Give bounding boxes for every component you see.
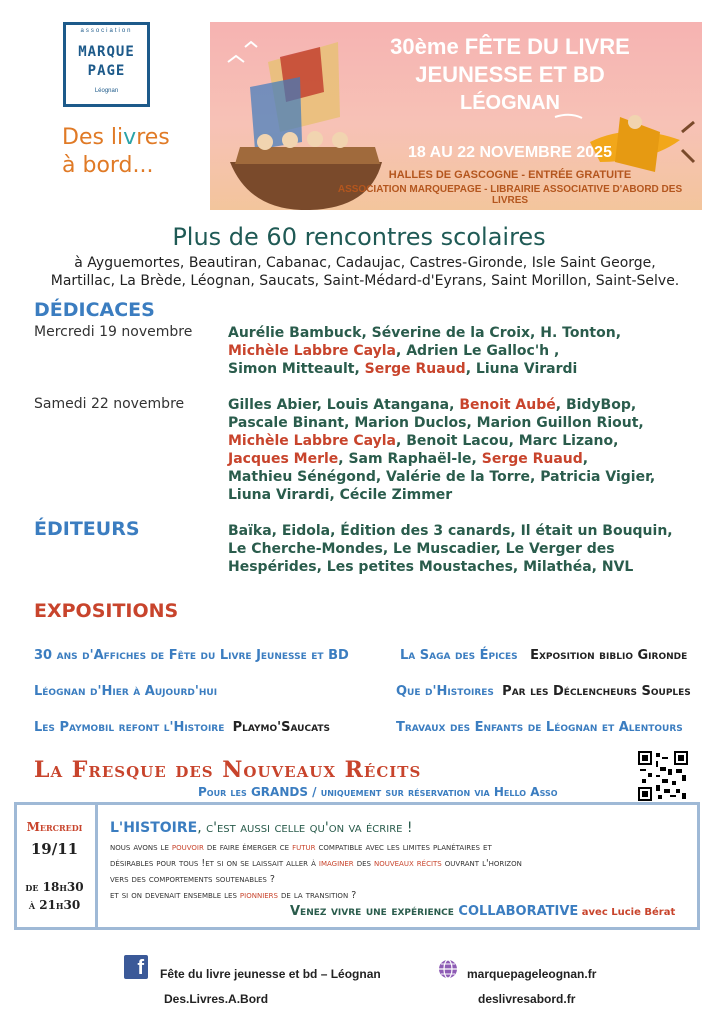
author-line: Michèle Labbre Cayla, Benoit Lacou, Marc Lizano, [228, 433, 619, 449]
tagline-v: v [123, 125, 137, 150]
subtitle-grands: GRANDS [250, 785, 308, 799]
workshop-text-line: et si on devenait ensemble les pionniers de la transition ? [110, 890, 357, 901]
workshop-text-line: vers des comportements soutenables ? [110, 874, 275, 885]
author-line: Pascale Binant, Marion Duclos, Marion Guillon Riout, [228, 415, 644, 431]
editeurs-line: Hespérides, Les petites Moustaches, Milathéa, NVL [228, 559, 634, 575]
facebook-icon[interactable]: f [124, 955, 148, 979]
author-line: Michèle Labbre Cayla, Adrien Le Galloc'h , [228, 343, 560, 359]
editeurs-list [228, 522, 673, 576]
subtitle-part: Pour les [198, 785, 247, 799]
dedicaces-day-1: Mercredi 19 novembre [34, 324, 193, 340]
facebook-handle[interactable]: Des.Livres.A.Bord [164, 992, 269, 1006]
globe-icon [438, 959, 458, 979]
expo-histoires-source: Par les Déclencheurs Souples [502, 684, 691, 699]
fresque-subtitle [198, 785, 558, 799]
author-line: Jacques Merle, Sam Raphaël-le, Serge Ruaud, [228, 451, 589, 467]
tagline-part: Des li [62, 125, 124, 150]
expositions-title: EXPOSITIONS [34, 600, 179, 622]
logo-line-1: MARQUE [78, 44, 135, 60]
workshop-text [110, 840, 690, 904]
expo-epices-source: Exposition biblio Gironde [530, 648, 688, 663]
dedicaces-authors-1 [228, 324, 621, 378]
workshop-end: à 21h30 [28, 898, 81, 912]
tagline-part: res [136, 125, 170, 150]
workshop-date: 19/11 [30, 840, 79, 858]
festival-banner [210, 22, 702, 210]
logo-association: association [80, 28, 133, 34]
expo-histoires-title: Que d'Histoires [396, 684, 494, 699]
workshop-title-rest: , c'est aussi celle qu'on va écrire ! [197, 820, 413, 836]
editeurs-line: Baïka, Eidola, Édition des 3 canards, Il était un Bouquin, [228, 523, 673, 539]
workshop-start: de 18h30 [25, 880, 84, 894]
banner-title-1: 30ème FÊTE DU LIVRE [390, 34, 630, 59]
cta-collaborative: COLLABORATIVE [458, 904, 579, 919]
author-line: Liuna Virardi, Cécile Zimmer [228, 487, 453, 503]
author-line: Simon Mitteault, Serge Ruaud, Liuna Virardi [228, 361, 578, 377]
marquepage-logo [63, 22, 150, 107]
workshop-title-strong: L'HISTOIRE [110, 820, 198, 836]
logo-city: Léognan [94, 88, 119, 94]
expo-paymobil-title: Les Paymobil refont l'Histoire [34, 720, 225, 735]
cta-part: Venez vivre une expérience [290, 904, 459, 919]
banner-organisers: ASSOCIATION MARQUEPAGE - LIBRAIRIE ASSOCIATIVE D'ABORD DES LIVRES [337, 184, 683, 206]
towns-line-2: Martillac, La Brède, Léognan, Saucats, Saint-Médard-d'Eyrans, Saint Morillon, Saint-Selve. [50, 273, 680, 289]
qr-code-icon[interactable] [638, 751, 688, 801]
author-line: Mathieu Sénégond, Valérie de la Torre, Patricia Vigier, [228, 469, 656, 485]
author-line: Gilles Abier, Louis Atangana, Benoit Aubé, BidyBop, [228, 397, 637, 413]
dedicaces-day-2: Samedi 22 novembre [34, 396, 185, 412]
dedicaces-title: DÉDICACES [34, 299, 155, 321]
banner-dates: 18 AU 22 NOVEMBRE 2025 [408, 144, 612, 161]
expo-affiches: 30 ans d'Affiches de Fête du Livre Jeunesse et BD [34, 648, 349, 663]
page-headline: Plus de 60 rencontres scolaires [172, 223, 546, 251]
dedicaces-authors-2 [228, 396, 655, 504]
school-towns [20, 254, 710, 290]
workshop-title [110, 820, 413, 836]
expo-epices-title: La Saga des Épices [400, 648, 518, 663]
banner-title-3: LÉOGNAN [460, 92, 560, 114]
expo-leognan-hier: Léognan d'Hier à Aujourd'hui [34, 684, 218, 699]
towns-line-1: à Ayguemortes, Beautiran, Cabanac, Cadaujac, Castres-Gironde, Isle Saint George, [74, 255, 656, 271]
editeurs-line: Le Cherche-Mondes, Le Muscadier, Le Verger des [228, 541, 615, 557]
workshop-text-line: nous avons le pouvoir de faire émerger ce futur compatible avec les limites planétaires et [110, 842, 492, 853]
website-link-2[interactable]: deslivresabord.fr [478, 992, 576, 1006]
expo-paymobil [34, 720, 330, 735]
expo-paymobil-source: Playmo'Saucats [232, 720, 330, 735]
workshop-cta [290, 904, 675, 919]
fresque-title: La Fresque des Nouveaux Récits [34, 757, 422, 783]
expo-epices [400, 648, 687, 663]
facebook-page-label[interactable]: Fête du livre jeunesse et bd – Léognan [160, 967, 381, 981]
editeurs-title: ÉDITEURS [34, 518, 140, 540]
website-link-1[interactable]: marquepageleognan.fr [467, 967, 597, 981]
cta-host: avec Lucie Bérat [578, 907, 676, 918]
expo-travaux: Travaux des Enfants de Léognan et Alentours [396, 720, 683, 735]
workshop-day: Mercredi [26, 820, 83, 834]
banner-venue: HALLES DE GASCOGNE - ENTRÉE GRATUITE [388, 169, 632, 181]
subtitle-part: / uniquement sur réservation via Hello Asso [312, 785, 558, 799]
banner-title-2: JEUNESSE ET BD [415, 62, 605, 87]
tagline-line-2: à bord... [62, 153, 154, 178]
workshop-text-line: désirables pour tous !et si on se laissait aller à imaginer des nouveaux récits ouvrant l'horizon [110, 858, 522, 869]
expo-histoires [396, 684, 691, 699]
author-line: Aurélie Bambuck, Séverine de la Croix, H. Tonton, [228, 325, 622, 341]
des-livres-a-bord-logo [62, 124, 170, 180]
logo-line-2: PAGE [87, 63, 126, 79]
